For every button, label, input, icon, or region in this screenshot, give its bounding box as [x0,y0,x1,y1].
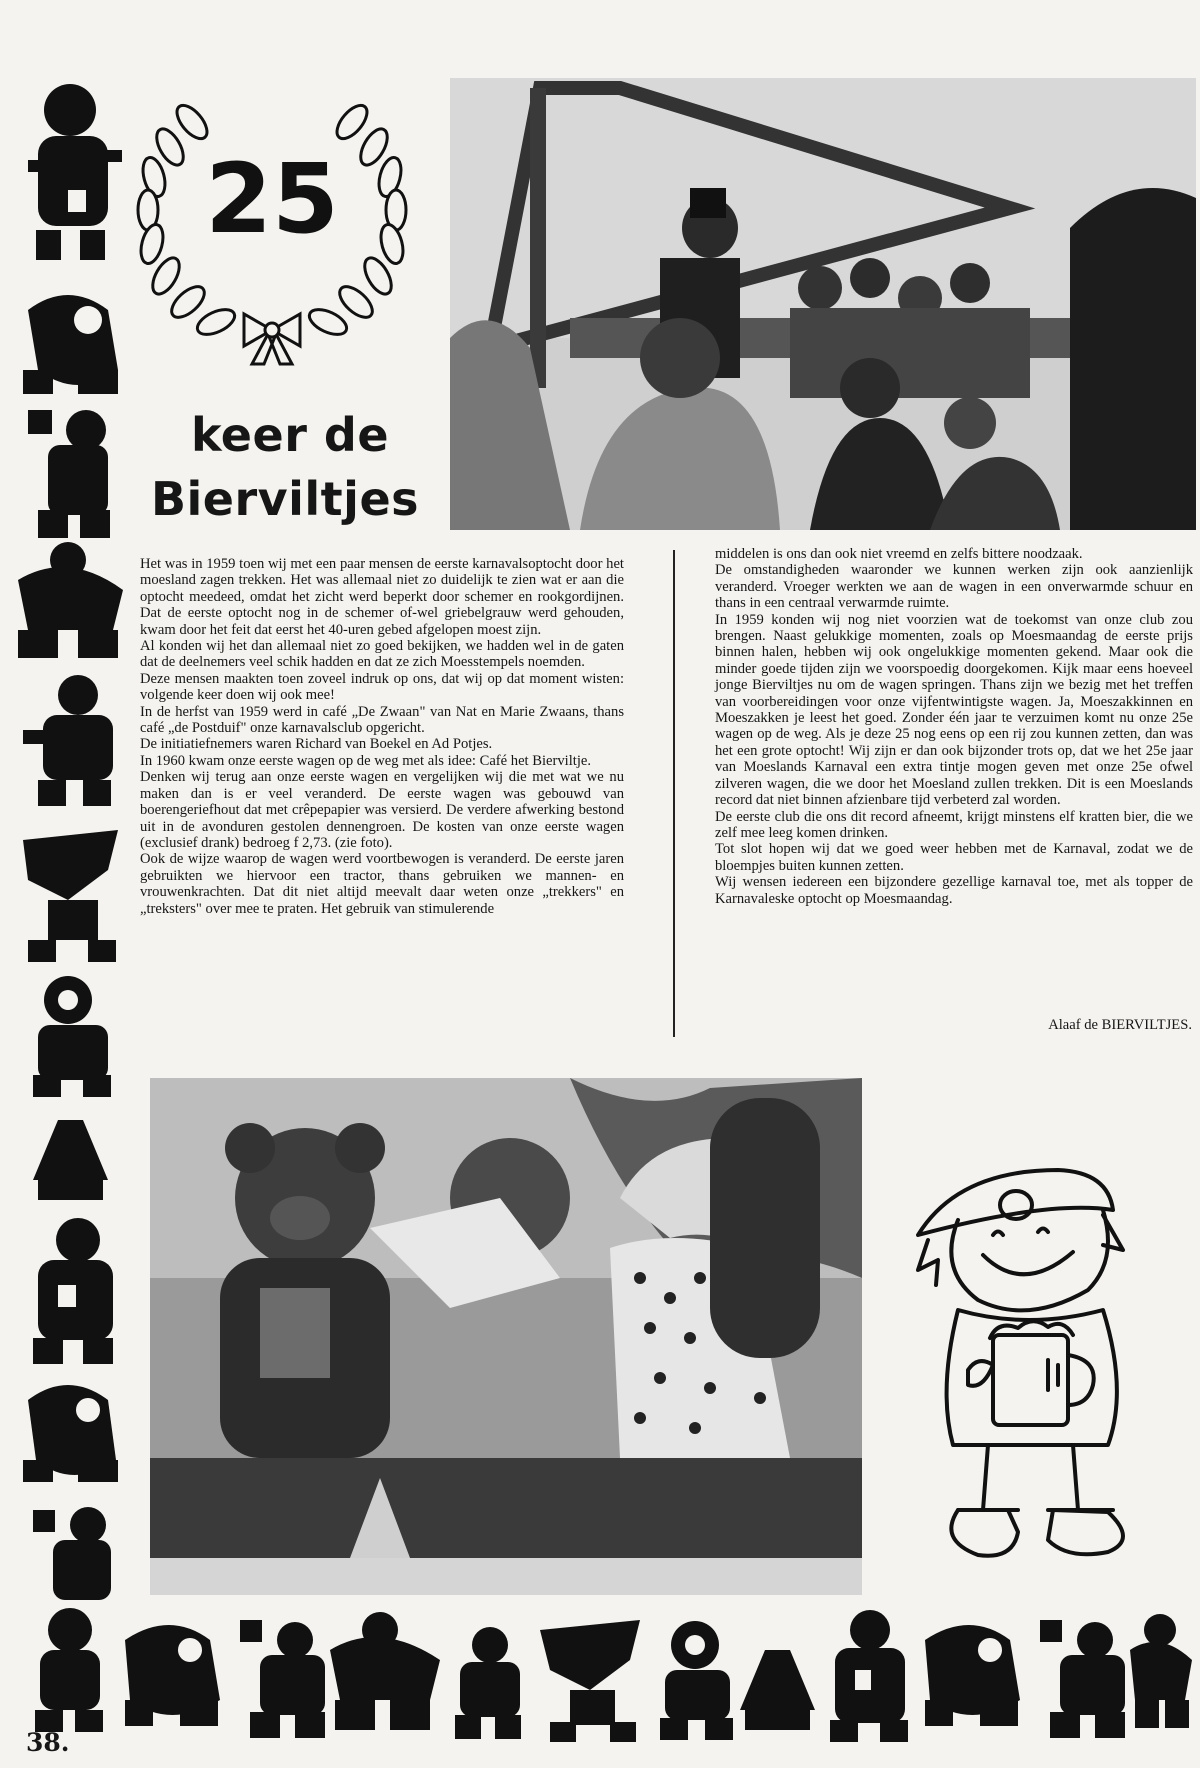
mascot-figure-icon [125,1625,220,1726]
article-column-left [140,556,624,917]
mascot-figure-icon [18,542,123,658]
beer-mascot-cartoon [898,1160,1188,1590]
mascot-figure-icon [830,1610,908,1742]
mascot-figure-icon [33,1120,108,1200]
mascot-figure-icon [23,295,118,394]
mascot-figure-icon [33,1218,113,1364]
article-paragraph: Ook de wijze waarop de wagen werd voortbewogen is veranderd. De eerste jaren gebruikten we hiervoor een tractor, thans gebruiken we mannen- en vrouwenkrachten. Dat dit niet altijd meevalt daar weten onze „trekkers" en „treksters" over mee te praten. Het gebruik van stimulerende [140,851,624,917]
headline-line-1: keer de [190,408,390,462]
mascot-figure-icon [1130,1614,1192,1728]
mascot-figure-icon [330,1612,440,1730]
article-paragraph: Tot slot hopen wij dat we goed weer hebben met de Karnaval, zodat we de bloempjes buiten kunnen zetten. [715,841,1193,874]
mascot-figure-icon [660,1621,733,1740]
article-paragraph: Het was in 1959 toen wij met een paar mensen de eerste karnavalsoptocht door het moesland zagen trekken. Het was allemaal niet zo duidelijk te zien wat er aan die optocht meedeed, omdat het zicht werd beperkt door schemer en rookgordijnen. Dat de eerste optocht nog in de schemer of-wel griebelgrauw werd gehouden, kwam door het feit dat eerst het 40-uren gebed afgelopen moest zijn. [140,556,624,638]
mascot-figure-icon [540,1620,640,1742]
photo-carnival-float [150,1078,862,1595]
ribbon-bow-icon [244,314,300,364]
article-paragraph: In 1960 kwam onze eerste wagen op de weg met als idee: Café het Bierviltje. [140,752,592,769]
mascot-figure-icon [240,1620,325,1738]
mascot-border-bottom [30,1600,1195,1760]
article-paragraph: De initiatiefnemers waren Richard van Boekel en Ad Potjes. [140,736,493,753]
article-paragraph: De eerste club die ons dit record afneemt, krijgt minstens elf kratten bier, die we zelf mee leeg komen drinken. [715,808,1193,841]
article-paragraph: Denken wij terug aan onze eerste wagen en vergelijken wij die met wat we nu maken dan is er veel veranderd. De eerste wagen was gebouwd van boerengeriefhout dat met crêpepapier was versierd. De verdere afwerking bestond uit in de avonduren gestolen dennengroen. De kosten van onze eerste wagen (exclusief drank) bedroeg f 2,73. (zie foto). [140,769,624,851]
mascot-figure-icon [925,1625,1020,1726]
page-number: 38. [26,1728,70,1757]
article-paragraph: Al konden wij het dan allemaal niet zo goed bekijken, we hadden wel in de gaten dat de deelnemers veel schik hadden en dat ze zich Moesstempels noemden. [140,638,624,671]
mascot-border-left [8,70,133,1630]
article-paragraph: middelen is ons dan ook niet vreemd en zelfs bittere noodzaak. [715,546,1083,562]
badge-number: 25 [205,143,339,255]
mascot-figure-icon [23,830,118,962]
article-paragraph: Wij wensen iedereen een bijzondere gezellige karnaval toe, met als topper de Karnavaleske optocht op Moesmaandag. [715,874,1193,907]
mascot-figure-icon [740,1650,815,1730]
article-paragraph: Deze mensen maakten toen zoveel indruk op ons, dat wij op dat moment wisten: volgende keer doen wij ook mee! [140,670,624,704]
mascot-figure-icon [1040,1620,1125,1738]
article-paragraph: De omstandigheden waaronder we kunnen werken zijn ook aanzienlijk veranderd. Vroeger werkten we aan de wagen in een onverwarmde schuur en thans in een centraal verwarmde ruimte. [715,562,1193,612]
mascot-figure-icon [28,410,110,538]
mascot-figure-icon [23,675,113,806]
mascot-figure-icon [35,1608,103,1732]
article-paragraph: In 1959 konden wij nog niet voorzien wat de toekomst van onze club zou brengen. Naast gelukkige momenten, zoals op Moesmaandag de eerste prijs binnen halen, hebben wij ook ongelukkige momenten gekend. Maar ook die minder goede tijden zijn we voorspoedig doorgekomen. Kijk maar eens hoeveel jonge Bierviltjes nu om de wagen springen. Thans zijn we bezig met het treffen van voorbereidingen voor onze vijfentwintigste wagen. Ja, Moeszakkinnen en Moeszakken je leest het goed. Zonder één jaar te verzuimen komt nu onze 25e wagen op de weg. Als je deze 25 nog eens op een rij zou kunnen zetten, dan was het een grote optocht! Wij zijn er dan ook bijzonder trots op, dat we het 25e jaar van Moeslands Karnaval een extra tintje mogen geven met onze 25e ofwel zilveren wagen, die we door het Moesland zullen trekken. Dit is een Moeslands record dat niet binnen afzienbare tijd verbeterd zal worden. [715,611,1193,809]
mascot-figure-icon [28,84,122,260]
beer-mug-icon [968,1321,1094,1425]
mascot-figure-icon [33,1507,111,1600]
column-divider [673,550,675,1037]
mascot-head-icon [918,1170,1123,1310]
article-column-right [715,546,1193,907]
laurel-wreath-badge [132,92,412,372]
article-signature: Alaaf de BIERVILTJES. [1048,1017,1192,1033]
mascot-figure-icon [33,976,111,1097]
headline-line-2: Bierviltjes [150,472,420,526]
article-paragraph: In de herfst van 1959 werd in café „De Zwaan" van Nat en Marie Zwaans, thans café „de Postduif" onze karnavalsclub opgericht. [140,703,624,737]
photo-first-wagon [450,78,1196,530]
mascot-figure-icon [455,1627,521,1739]
mascot-figure-icon [23,1385,118,1482]
